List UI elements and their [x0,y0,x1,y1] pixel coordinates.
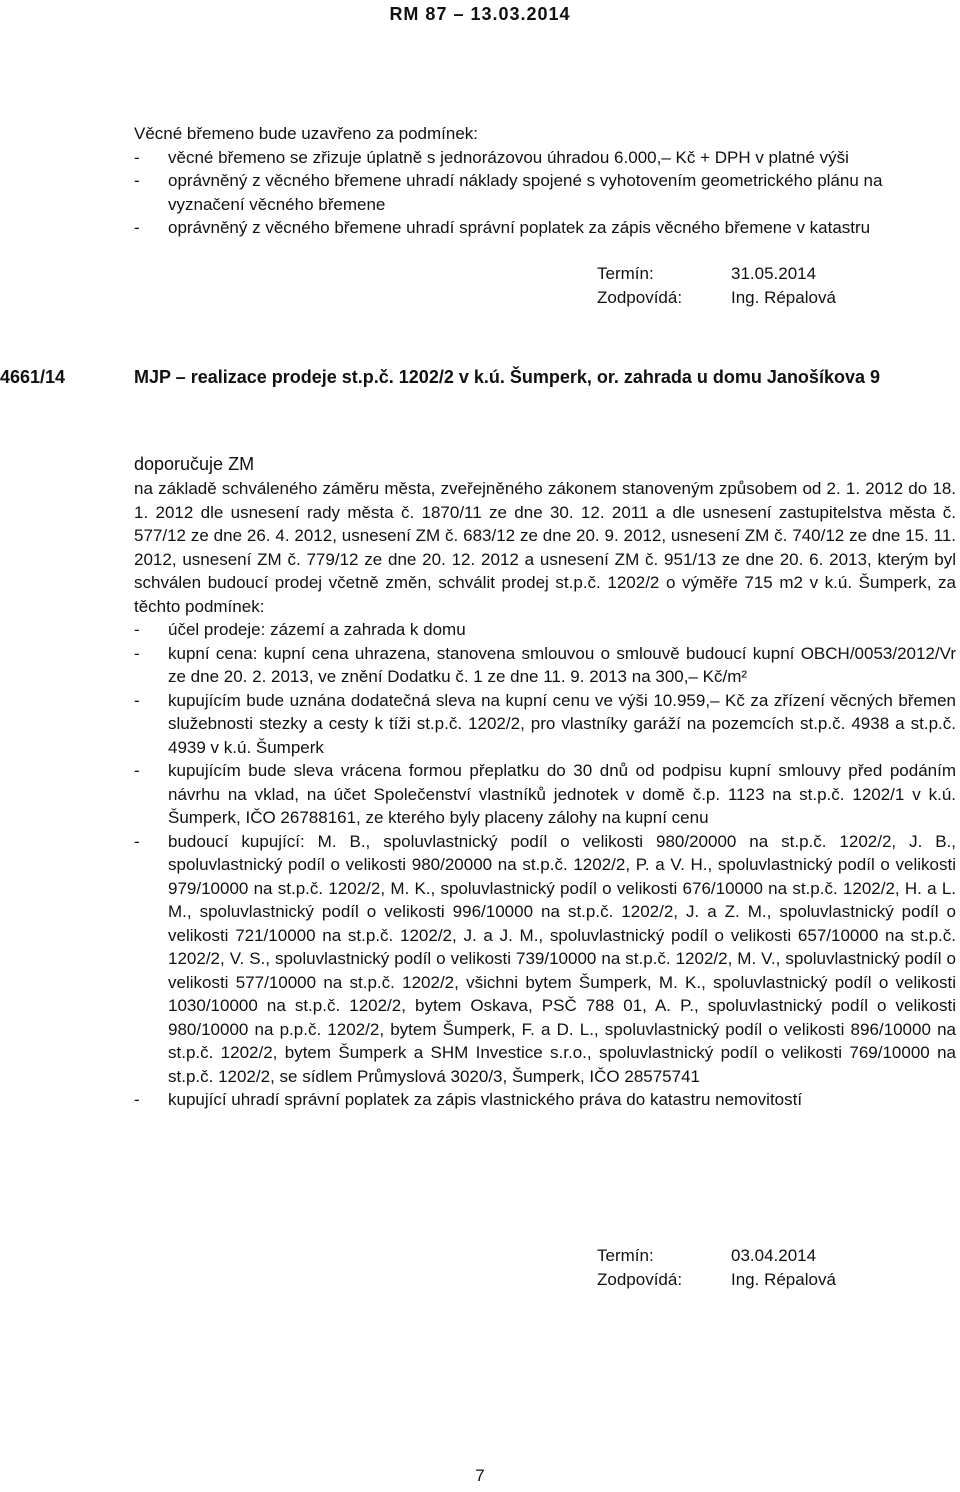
term-block [597,262,836,309]
term-value: 31.05.2014 [731,264,817,283]
list-item: - věcné břemeno se zřizuje úplatně s jednorázovou úhradou 6.000,– Kč + DPH v platné výši [134,147,849,167]
list-item: - kupní cena: kupní cena uhrazena, stanovena smlouvou o smlouvě budoucí kupní OBCH/0053/2012/Vr ze dne 20. 2. 2013, ve znění Dodatku č. 1 ze dne 11. 9. 2013 na 300,– Kč/m² [134,643,956,686]
term-value: 03.04.2014 [731,1246,817,1265]
resolution-number: 4661/14 [0,367,66,387]
list-item: - kupujícím bude uznána dodatečná sleva na kupní cenu ve výši 10.959,– Kč za zřízení věcných břemen služebnosti stezky a cesty k tíži st.p.č. 1202/2, pro vlastníky garáží na pozemcích st.p.č. 4938 a st.p.č. 4939 v k.ú. Šumperk [134,690,956,757]
intro-section [134,122,956,240]
responsible-label: Zodpovídá: [597,287,683,307]
list-item: - kupujícím bude sleva vrácena formou přeplatku do 30 dnů od podpisu kupní smlouvy před podáním návrhu na vklad, na účet Společenství vlastníků jednotek v domě č.p. 1123 na st.p.č. 1202/1 v k.ú. Šumperk, IČO 26788161, ze kterého byly placeny zálohy na kupní cenu [134,761,956,827]
term-block [597,1244,836,1291]
list-item: - oprávněný z věcného břemene uhradí správní poplatek za zápis věcného břemene v katastru [134,218,871,237]
resolution-title: MJP – realizace prodeje st.p.č. 1202/2 v k.ú. Šumperk, or. zahrada u domu Janošíkova 9 [134,367,880,387]
resolution-body [134,451,956,1112]
list-item: - budoucí kupující: M. B., spoluvlastnický podíl o velikosti 980/20000 na st.p.č. 1202/2, J. B., spoluvlastnický podíl o velikosti 980/20000 na st.p.č. 1202/2, P. a V. H., spoluvlastnický podíl o velikosti 979/10000 na st.p.č. 1202/2, M. K., spoluvlastnický podíl o velikosti 676/10000 na st.p.č. 1202/2, H. a L. M., spoluvlastnický podíl o velikosti 996/10000 na st.p.č. 1202/2, J. a Z. M., spoluvlastnický podíl o velikosti 721/10000 na st.p.č. 1202/2, J. a J. M., spoluvlastnický podíl o velikosti 657/10000 na st.p.č. 1202/2, V. S., spoluvlastnický podíl o velikosti 739/10000 na st.p.č. 1202/2, M. V., spoluvlastnický podíl o velikosti 577/10000 na st.p.č. 1202/2, všichni bytem Šumperk, M. K., spoluvlastnický podíl o velikosti 1030/10000 na st.p.č. 1202/2, bytem Oskava, PSČ 788 01, A. P., spoluvlastnický podíl o velikosti 980/10000 na p.p.č. 1202/2, bytem Šumperk, F. a D. L., spoluvlastnický podíl o velikosti 896/10000 na st.p.č. 1202/2, bytem Šumperk a SHM Investice s.r.o., spoluvlastnický podíl o velikosti 769/10000 na st.p.č. 1202/2, se sídlem Průmyslová 3020/3, Šumperk, IČO 28575741 [134,831,956,1086]
responsible-label: Zodpovídá: [597,1269,683,1289]
resolution-text: na základě schváleného záměru města, zveřejněného zákonem stanoveným způsobem od 2. 1. 2012 do 18. 1. 2012 dle usnesení rady města č. 1870/11 ze dne 30. 12. 2011 a dle usnesení zastupitelstva města č. 577/12 ze dne 26. 4. 2012, usnesení ZM č. 683/12 ze dne 20. 9. 2012, usnesení ZM č. 740/12 ze dne 15. 11. 2012, usnesení ZM č. 779/12 ze dne 20. 12. 2012 a usnesení ZM č. 951/13 ze dne 20. 6. 2013, kterým byl schválen budoucí prodej včetně změn, schválit prodej st.p.č. 1202/2 o výměře 715 m2 v k.ú. Šumperk, za těchto podmínek: [134,479,956,616]
recommendation: doporučuje ZM [134,454,255,474]
intro-heading: Věcné břemeno bude uzavřeno za podmínek: [134,124,479,143]
responsible-value: Ing. Répalová [731,287,836,307]
list-item: - oprávněný z věcného břemene uhradí náklady spojené s vyhotovením geometrického plánu na vyznačení věcného břemene [134,171,883,214]
page-number: 7 [475,1466,485,1485]
term-label: Termín: [597,1246,654,1265]
term-label: Termín: [597,264,654,283]
responsible-value: Ing. Répalová [731,1269,836,1289]
page-header: RM 87 – 13.03.2014 [389,4,571,24]
list-item: - kupující uhradí správní poplatek za zápis vlastnického práva do katastru nemovitostí [134,1090,803,1109]
list-item: - účel prodeje: zázemí a zahrada k domu [134,620,466,639]
